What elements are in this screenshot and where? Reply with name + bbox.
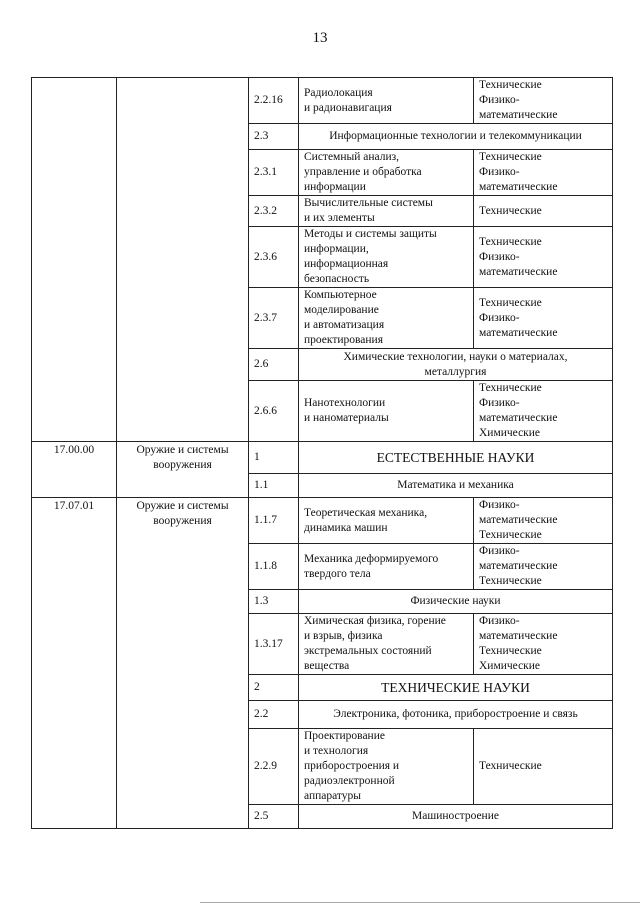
new-code-cell: 1 [249,442,299,474]
new-code-cell: 2.2.16 [249,78,299,124]
new-code-cell: 1.1.7 [249,498,299,544]
new-code-cell: 1.1.8 [249,544,299,590]
group-title-line: Математика и механика [397,479,514,491]
group-title-line: Машиностроение [412,810,499,822]
specialty-name-cell [299,544,474,590]
specialty-name-line: и радионавигация [304,101,392,114]
science-branch-cell [474,288,613,349]
science-branch-line: Технические [479,151,542,163]
specialty-name-cell [299,498,474,544]
specialty-name-line: Химическая физика, горение [304,615,446,627]
specialty-name-line: моделирование [304,304,379,316]
group-title-cell [299,590,613,614]
new-code-cell: 2.2.9 [249,729,299,805]
new-code-cell: 2.3.2 [249,196,299,227]
science-branch-cell [474,614,613,675]
science-branch-cell [474,78,613,124]
science-branch-line: Технические [479,79,542,91]
science-branch-line: Физико- [479,499,520,511]
specialty-name-line: Теоретическая механика, [304,506,428,519]
table-row [32,498,613,544]
old-name-cell [117,78,249,442]
science-branch-line: Технические [479,760,542,772]
new-code-cell: 2.5 [249,805,299,829]
group-title-line: металлургия [424,365,487,378]
specialty-name-line: вещества [304,660,350,672]
table-row [32,442,613,474]
group-title-cell [299,701,613,729]
specialty-name-line: и автоматизация [304,319,385,331]
science-branch-line: математические [479,630,558,642]
page-number: 13 [312,30,328,46]
specialty-name-cell [299,150,474,196]
science-branch-line: математические [479,181,558,193]
group-title-cell [299,675,613,701]
specialty-name-line: информационная [304,258,389,270]
specialty-name-cell [299,78,474,124]
science-branch-cell [474,729,613,805]
old-name-cell [117,498,249,829]
group-title-line: Информационные технологии и телекоммуникации [329,130,582,142]
science-branch-line: Технические [479,529,542,541]
specialty-name-line: Системный анализ, [304,151,400,163]
group-title-cell [299,474,613,498]
specialty-name-line: и их элементы [304,212,375,224]
specialty-name-line: Методы и системы защиты [304,228,437,240]
group-title-line: Электроника, фотоника, приборостроение и связь [333,708,578,720]
science-branch-line: математические [479,412,558,424]
old-name-line: Оружие и системы [136,444,229,456]
specialty-name-cell [299,729,474,805]
group-title-line: ТЕХНИЧЕСКИЕ НАУКИ [381,680,530,695]
science-branch-line: Физико- [479,94,520,106]
group-title-cell [299,442,613,474]
new-code-cell: 2.3.7 [249,288,299,349]
new-code-cell: 1.3.17 [249,614,299,675]
specialty-name-line: проектирования [304,334,383,346]
science-branch-cell [474,227,613,288]
science-branch-line: Технические [479,235,542,248]
science-branch-line: Технические [479,645,542,657]
specialty-name-line: приборостроения и [304,760,400,772]
science-branch-cell [474,381,613,442]
specialty-name-cell [299,196,474,227]
specialty-name-line: радиоэлектронной [304,775,395,787]
specialties-table [31,77,613,829]
specialty-name-line: Вычислительные системы [304,197,433,209]
science-branch-line: математические [479,514,558,526]
specialty-name-line: динамика машин [304,521,388,534]
science-branch-line: Физико- [479,166,520,178]
specialty-name-line: Радиолокация [304,86,373,99]
new-code-cell: 2.6 [249,349,299,381]
science-branch-line: Физико- [479,311,520,324]
group-title-cell [299,805,613,829]
old-name-cell [117,442,249,498]
science-branch-line: Физико- [479,545,520,557]
specialty-name-cell [299,381,474,442]
science-branch-line: математические [479,326,558,339]
specialty-name-line: безопасность [304,273,370,285]
group-title-line: ЕСТЕСТВЕННЫЕ НАУКИ [376,450,535,465]
new-code-cell: 2.6.6 [249,381,299,442]
table-row [32,78,613,124]
science-branch-line: Технические [479,296,542,309]
science-branch-line: Химические [479,660,541,672]
new-code-cell: 1.3 [249,590,299,614]
new-code-cell: 2.3.1 [249,150,299,196]
specialty-name-line: Нанотехнологии [304,397,386,409]
science-branch-line: Физико- [479,397,520,409]
specialty-name-line: и взрыв, физика [304,630,383,642]
science-branch-cell [474,498,613,544]
new-code-cell: 2.2 [249,701,299,729]
science-branch-line: Технические [479,575,542,587]
specialty-name-line: Проектирование [304,730,385,742]
new-code-cell: 2 [249,675,299,701]
new-code-cell: 2.3 [249,124,299,150]
science-branch-line: математические [479,560,558,572]
specialty-name-line: экстремальных состояний [304,645,432,657]
old-code-cell [32,78,117,442]
specialty-name-line: Компьютерное [304,289,377,301]
specialty-name-cell [299,288,474,349]
specialty-name-line: аппаратуры [304,790,362,802]
science-branch-line: Физико- [479,250,520,263]
new-code-cell: 1.1 [249,474,299,498]
specialty-name-line: и технология [304,745,369,757]
specialty-name-line: Механика деформируемого [304,552,439,565]
specialty-name-line: и наноматериалы [304,412,389,424]
specialty-name-line: управление и обработка [304,166,422,178]
group-title-line: Химические технологии, науки о материалах, [343,350,568,363]
old-code-cell: 17.07.01 [32,498,117,829]
old-code-cell: 17.00.00 [32,442,117,498]
group-title-line: Физические науки [410,595,501,607]
science-branch-line: Физико- [479,615,520,627]
page-edge-line [200,902,640,903]
science-branch-cell [474,196,613,227]
science-branch-line: Технические [479,204,542,217]
specialty-name-line: информации, [304,243,369,255]
science-branch-cell [474,150,613,196]
group-title-cell [299,124,613,150]
specialty-name-cell [299,614,474,675]
science-branch-line: Технические [479,382,542,394]
group-title-cell [299,349,613,381]
old-name-line: вооружения [153,515,212,527]
science-branch-line: Химические [479,427,541,439]
science-branch-cell [474,544,613,590]
new-code-cell: 2.3.6 [249,227,299,288]
old-name-line: Оружие и системы [136,500,229,512]
specialty-name-cell [299,227,474,288]
old-name-line: вооружения [153,459,212,471]
science-branch-line: математические [479,109,558,121]
specialty-name-line: твердого тела [304,567,371,580]
specialty-name-line: информации [304,181,366,193]
science-branch-line: математические [479,265,558,278]
